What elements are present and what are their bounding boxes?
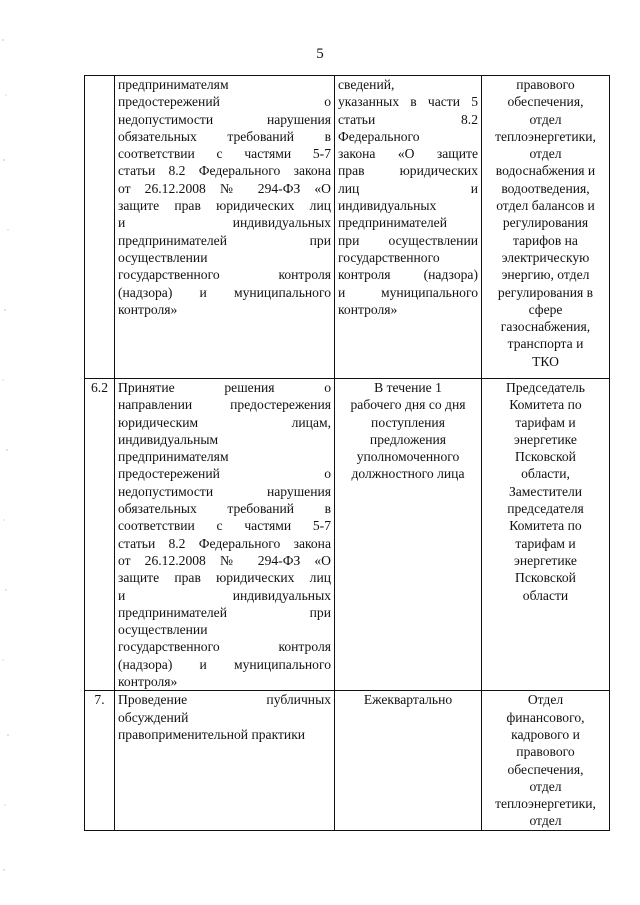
description-line: обсуждений <box>118 709 189 725</box>
responsible-line: кадрового и <box>511 726 580 742</box>
description-line: направлении предостережения <box>118 397 331 413</box>
term-line: Ежеквартально <box>363 692 453 708</box>
term-cell <box>335 76 482 379</box>
description-line: осуществлении <box>118 622 208 638</box>
responsible-line: области <box>522 587 569 603</box>
description-cell <box>115 379 335 691</box>
responsible-cell <box>482 691 610 830</box>
page-number: 5 <box>316 46 324 62</box>
description-line: обязательных требований в <box>118 501 331 517</box>
responsible-cell <box>482 379 610 691</box>
responsible-line: регулирования <box>502 215 589 231</box>
term-line: и муниципального <box>338 284 478 300</box>
term-line: закона «О защите <box>338 146 478 162</box>
responsible-line: Псковской <box>515 449 576 465</box>
responsible-line: отдел <box>529 778 562 794</box>
table-row <box>85 691 610 830</box>
responsible-line: тарифам и <box>515 535 576 551</box>
description-line: соответствии с частями 5-7 <box>118 518 331 534</box>
responsible-line: энергетике <box>514 431 577 447</box>
responsible-line: обеспечения, <box>507 94 584 110</box>
scan-edge-artifact <box>0 0 14 905</box>
term-line: при осуществлении <box>338 232 478 248</box>
responsible-line: сфере <box>528 301 563 317</box>
responsible-line: отдел <box>529 111 562 127</box>
description-line: государственного контроля <box>118 639 331 655</box>
row-number: 6.2 <box>91 380 108 395</box>
description-line: от 26.12.2008 № 294-ФЗ «О <box>118 180 331 196</box>
responsible-line: Отдел <box>527 692 564 708</box>
description-line: (надзора) и муниципального <box>118 656 331 672</box>
term-line: контроля» <box>338 301 398 317</box>
description-line: и индивидуальных <box>118 215 331 231</box>
responsible-cell <box>482 76 610 379</box>
description-line: от 26.12.2008 № 294-ФЗ «О <box>118 552 331 568</box>
responsible-line: правового <box>516 77 575 92</box>
description-line: Проведение публичных <box>118 692 331 708</box>
description-line: Принятие решения о <box>118 380 331 395</box>
description-line: предпринимателям <box>118 449 229 465</box>
responsible-line: Заместители <box>508 483 583 499</box>
description-line: предпринимателям <box>118 77 229 92</box>
description-line: предостережений о <box>118 94 331 110</box>
responsible-line: председателя <box>507 501 584 517</box>
responsible-line: транспорта и <box>507 336 584 352</box>
description-cell <box>115 691 335 830</box>
term-line: статьи 8.2 <box>338 111 478 127</box>
plan-table <box>84 75 610 831</box>
responsible-line: Псковской <box>515 570 576 586</box>
table-row <box>85 76 610 379</box>
responsible-line: Комитета по <box>509 397 582 413</box>
description-line: соответствии с частями 5-7 <box>118 146 331 162</box>
responsible-line: газоснабжения, <box>500 319 591 335</box>
term-line: сведений, <box>338 77 395 92</box>
description-line: индивидуальным <box>118 431 219 447</box>
description-line: обязательных требований в <box>118 128 331 144</box>
responsible-line: области, <box>521 466 570 482</box>
term-line: предпринимателей <box>338 215 447 231</box>
row-number-cell <box>85 76 115 379</box>
responsible-line: отдел <box>529 146 562 162</box>
responsible-line: энергию, отдел <box>501 267 590 283</box>
term-line: рабочего дня со дня <box>350 397 466 413</box>
description-line: осуществлении <box>118 249 208 265</box>
term-line: должностного лица <box>351 466 465 482</box>
term-line: государственного <box>338 249 440 265</box>
responsible-line: тарифам и <box>515 414 576 430</box>
description-line: статьи 8.2 Федерального закона <box>118 163 331 179</box>
term-line: прав юридических <box>338 163 478 179</box>
term-line: указанных в части 5 <box>338 94 478 110</box>
term-cell <box>335 691 482 830</box>
description-line: защите прав юридических лиц <box>118 570 331 586</box>
description-line: защите прав юридических лиц <box>118 198 331 214</box>
responsible-line: энергетике <box>514 552 577 568</box>
responsible-line: отдел <box>529 813 562 829</box>
description-line: предпринимателей при <box>118 604 331 620</box>
responsible-line: обеспечения, <box>507 761 584 777</box>
description-line: недопустимости нарушения <box>118 483 331 499</box>
term-line: индивидуальных <box>338 198 437 214</box>
responsible-line: электрическую <box>501 249 590 265</box>
description-line: и индивидуальных <box>118 587 331 603</box>
description-line: юридическим лицам, <box>118 414 331 430</box>
term-line: поступления <box>371 414 445 430</box>
description-line: контроля» <box>118 674 178 690</box>
description-line: статьи 8.2 Федерального закона <box>118 535 331 551</box>
description-line: предпринимателей при <box>118 232 331 248</box>
responsible-line: водоотведения, <box>501 180 590 196</box>
responsible-line: финансового, <box>506 709 585 725</box>
responsible-line: отдел балансов и <box>496 198 595 214</box>
term-line: лиц и <box>338 180 478 196</box>
term-line: контроля (надзора) <box>338 267 478 283</box>
description-line: (надзора) и муниципального <box>118 284 331 300</box>
responsible-line: регулирования в <box>497 284 594 300</box>
term-line: В течение 1 <box>374 380 442 395</box>
term-line: уполномоченного <box>356 449 460 465</box>
responsible-line: водоснабжения и <box>495 163 596 179</box>
description-line: предостережений о <box>118 466 331 482</box>
term-line: предложения <box>369 431 447 447</box>
description-line: правоприменительной практики <box>118 726 306 742</box>
responsible-line: теплоэнергетики, <box>495 128 596 144</box>
term-cell <box>335 379 482 691</box>
term-line: Федерального <box>338 128 420 144</box>
description-cell <box>115 76 335 379</box>
table-row <box>85 379 610 691</box>
responsible-line: Председатель <box>506 380 585 395</box>
responsible-line: правового <box>516 744 575 760</box>
responsible-line: теплоэнергетики, <box>495 796 596 812</box>
responsible-line: Комитета по <box>509 518 582 534</box>
row-number-cell <box>85 691 115 830</box>
description-line: контроля» <box>118 301 178 317</box>
row-number: 7. <box>94 692 105 708</box>
description-line: недопустимости нарушения <box>118 111 331 127</box>
description-line: государственного контроля <box>118 267 331 283</box>
row-number-cell <box>85 379 115 691</box>
responsible-line: ТКО <box>532 353 559 369</box>
responsible-line: тарифов на <box>513 232 578 248</box>
